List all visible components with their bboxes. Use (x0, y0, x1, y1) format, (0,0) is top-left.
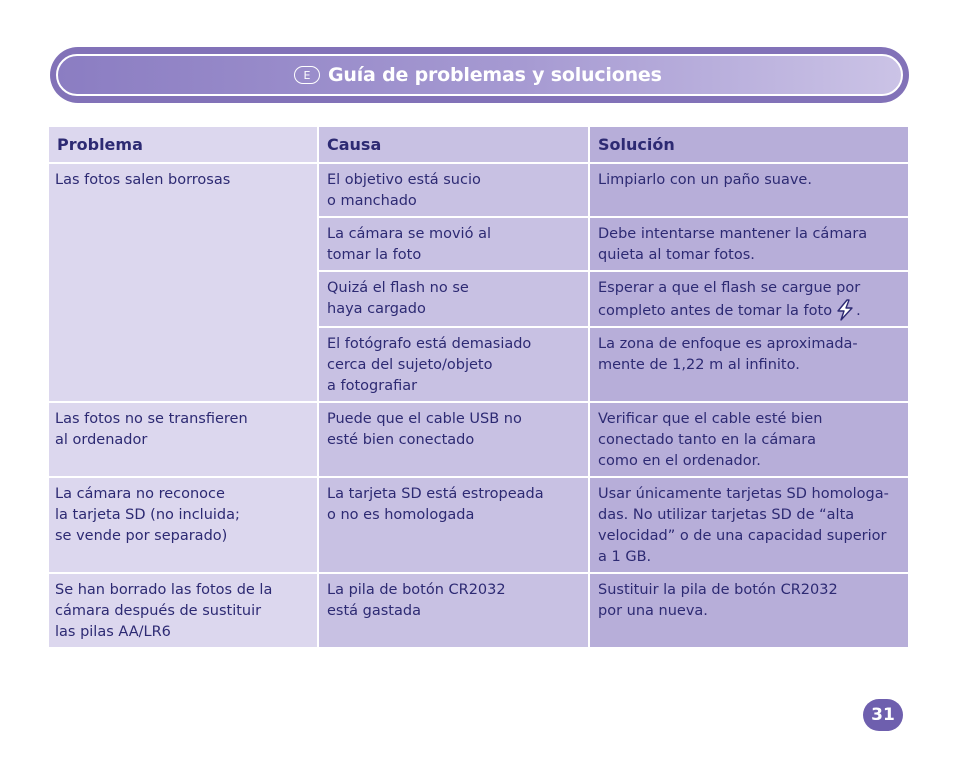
table-row (48, 573, 909, 648)
problem-cell: Las fotos salen borrosas (48, 163, 318, 402)
problem-cell: La cámara no reconoce la tarjeta SD (no incluida; se vende por separado) (48, 477, 318, 573)
table-row (48, 402, 909, 477)
flash-icon (834, 299, 856, 321)
section-banner (50, 47, 909, 103)
language-badge: E (294, 66, 320, 84)
cause-cell: La cámara se movió al tomar la foto (318, 217, 589, 271)
table-row (48, 477, 909, 573)
column-header-cause: Causa (318, 126, 589, 163)
table-row (48, 163, 909, 217)
solution-cell: La zona de enfoque es aproximada- mente de 1,22 m al infinito. (589, 327, 909, 402)
problem-cell: Se han borrado las fotos de la cámara después de sustituir las pilas AA/LR6 (48, 573, 318, 648)
column-header-solution: Solución (589, 126, 909, 163)
cause-cell: La pila de botón CR2032 está gastada (318, 573, 589, 648)
banner-inner (56, 54, 903, 96)
page-title: Guía de problemas y soluciones (328, 64, 662, 86)
solution-suffix: . (856, 303, 861, 319)
solution-text: Esperar a que el flash se cargue por completo antes de tomar la foto (598, 280, 861, 319)
column-header-problem: Problema (48, 126, 318, 163)
solution-cell: Limpiarlo con un paño suave. (589, 163, 909, 217)
page-number-badge: 31 (863, 699, 903, 731)
solution-cell: Debe intentarse mantener la cámara quieta al tomar fotos. (589, 217, 909, 271)
solution-cell: Usar únicamente tarjetas SD homologa- das. No utilizar tarjetas SD de “alta velocidad” o de una capacidad superior a 1 GB. (589, 477, 909, 573)
solution-cell: Sustituir la pila de botón CR2032 por una nueva. (589, 573, 909, 648)
troubleshooting-table (47, 125, 910, 649)
cause-cell: La tarjeta SD está estropeada o no es homologada (318, 477, 589, 573)
solution-cell: Verificar que el cable esté bien conectado tanto en la cámara como en el ordenador. (589, 402, 909, 477)
solution-cell (589, 271, 909, 327)
cause-cell: El fotógrafo está demasiado cerca del sujeto/objeto a fotografiar (318, 327, 589, 402)
problem-cell: Las fotos no se transfieren al ordenador (48, 402, 318, 477)
cause-cell: Quizá el flash no se haya cargado (318, 271, 589, 327)
cause-cell: Puede que el cable USB no esté bien conectado (318, 402, 589, 477)
table-header-row (48, 126, 909, 163)
cause-cell: El objetivo está sucio o manchado (318, 163, 589, 217)
